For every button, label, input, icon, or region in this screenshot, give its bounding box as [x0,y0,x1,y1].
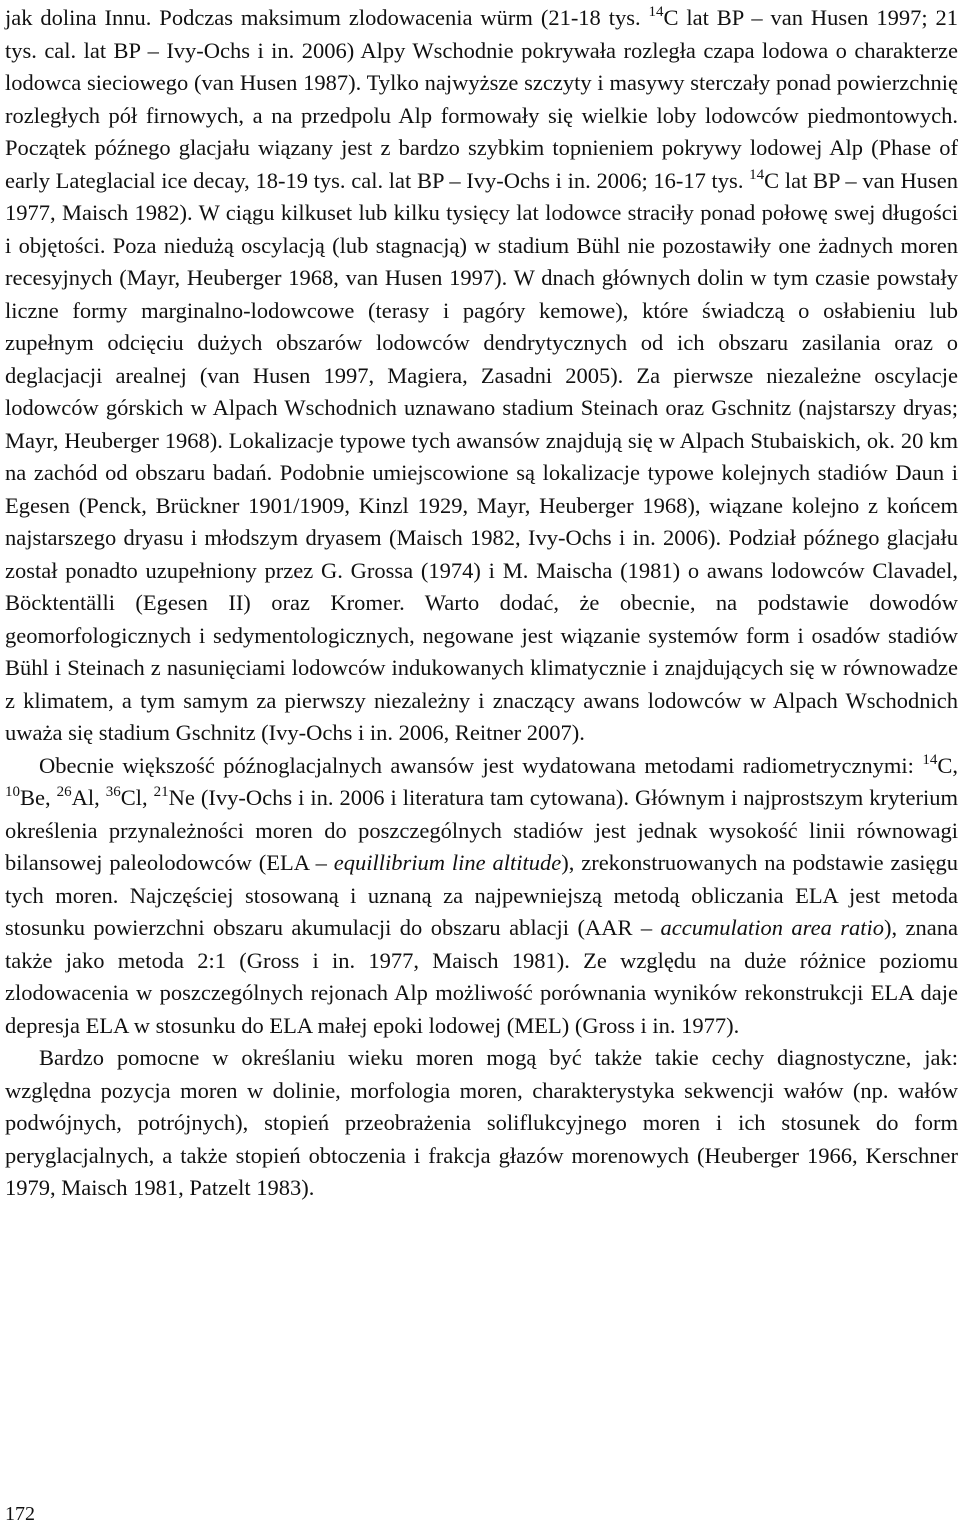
p2-superscript-al: 26 [56,784,72,800]
p2-text-c: Be, [20,785,57,810]
p1-text-c: C lat BP – van Husen 1977, Maisch 1982). W ciągu kilkuset lub kilku tysięcy lat lodowce straciły ponad połowę swej długości i objętości. Poza niedużą oscylacją (lub stagnacją) w stadium Bühl nie pozostawiły one żadnych moren recesyjnych (Mayr, Heuberger 1968, van Husen 1997). W dnach głównych dolin w tym czasie powstały liczne formy marginalno-lodowcowe (terasy i pagóry kemowe), które świadczą o osłabieniu lub zupełnym odcięciu dużych obszarów lodowców dendrytycznych od ich obszaru zasilania oraz o deglacjacji arealnej (van Husen 1997, Magiera, Zasadni 2005). Za pierwsze niezależne oscylacje lodowców górskich w Alpach Wschodnich uznawano stadium Steinach oraz Gschnitz (najstarszy dryas; Mayr, Heuberger 1968). Lokalizacje typowe tych awansów znajdują się w Alpach Stubaiskich, ok. 20 km na zachód od obszaru badań. Podobnie umiejscowione są lokalizacje typowe kolejnych stadiów Daun i Egesen (Penck, Brückner 1901/1909, Kinzl 1929, Mayr, Heuberger 1968), wiązane kolejno z końcem najstarszego dryasu i młodszym dryasem (Maisch 1982, Ivy-Ochs i in. 2006). Podział późnego glacjału został ponadto uzupełniony przez G. Grossa (1974) i M. Maischa (1981) o awans lodowców Clavadel, Böcktentälli (Egesen II) oraz Kromer. Warto dodać, że obecnie, na podstawie dowodów geomorfologicznych i sedymentologicznych, negowane jest wiązanie systemów form i osadów stadiów Bühl i Steinach z nasunięciami lodowców indukowanych klimatycznie i znajdujących się w równowadze z klimatem, a tym samym za pierwszy niezależny i znaczący awans lodowców w Alpach Wschodnich uważa się stadium Gschnitz (Ivy-Ochs i in. 2006, Reitner 2007). [5,167,958,745]
page-number: 172 [5,1503,35,1525]
paragraph-3 [5,1042,958,1205]
p2-text-g: ), zrekonstruowanych na podstawie zasięgu tych moren. Najczęściej stosowaną i uznaną za najpewniejszą metodą obliczania ELA jest metoda stosunku powierzchni obszaru akumulacji do obszaru ablacji (AAR – [5,850,958,940]
p1-text-a: jak dolina Innu. Podczas maksimum zlodowacenia würm (21-18 tys. [5,5,649,30]
p2-superscript-cl: 36 [105,784,121,800]
p2-superscript-be: 10 [5,784,20,800]
p1-superscript-1: 14 [648,4,664,20]
p2-text-h: ), znana także jako metoda 2:1 (Gross i in. 1977, Maisch 1981). Ze względu na duże różnice poziomu zlodowacenia w poszczególnych rejonach Alp możliwość porównania wyników rekonstrukcji ELA daje depresja ELA w stosunku do ELA małej epoki lodowej (MEL) (Gross i in. 1977). [5,915,958,1038]
paragraph-1 [5,2,958,750]
document-page [5,2,958,1205]
p2-text-b: C, [937,752,958,778]
p2-text-e: Cl, [120,785,154,810]
p1-superscript-2: 14 [749,166,765,183]
paragraph-2 [5,750,958,1043]
p2-text-d: Al, [71,785,106,810]
p2-superscript-c: 14 [922,751,938,768]
p1-text-b: C lat BP – van Husen 1997; 21 tys. cal. lat BP – Ivy-Ochs i in. 2006) Alpy Wschodnie pokrywała rozległa czapa lodowa o charakterze lodowca sieciowego (van Husen 1987). Tylko najwyższe szczyty i masywy sterczały ponad powierzchnię rozległych pół firnowych, a na przedpolu Alp formowały się wielkie loby lodowców piedmontowych. Początek późnego glacjału wiązany jest z bardzo szybkim topnieniem pokrywy lodowej Alp (Phase of early Lateglacial ice decay, 18-19 tys. cal. lat BP – Ivy-Ochs i in. 2006; 16-17 tys. [5,5,958,193]
p2-text-f: Ne (Ivy-Ochs i in. 2006 i literatura tam cytowana). Głównym i najprostszym kryterium określenia przynależności moren do poszczególnych stadiów jest jednak wysokość linii równowagi bilansowej paleolodowców (ELA – [5,785,959,875]
p2-italic-ela: equillibrium line altitude [333,850,562,875]
p2-text-a: Obecnie większość późnoglacjalnych awansów jest wydatowana metodami radiometrycznymi: [39,752,923,778]
p3-text-a: Bardzo pomocne w określaniu wieku moren mogą być także takie cechy diagnostyczne, jak: względna pozycja moren w dolinie, morfologia moren, charakterystyka sekwencji wałów (np. wałów podwójnych, potrójnych), stopień przeobrażenia soliflukcyjnego moren i ich stosunek do form peryglacjalnych, a także stopień obtoczenia i frakcja głazów morenowych (Heuberger 1966, Kerschner 1979, Maisch 1981, Patzelt 1983). [5,1045,958,1200]
p2-italic-aar: accumulation area ratio [660,915,884,940]
p2-superscript-ne: 21 [153,784,169,800]
